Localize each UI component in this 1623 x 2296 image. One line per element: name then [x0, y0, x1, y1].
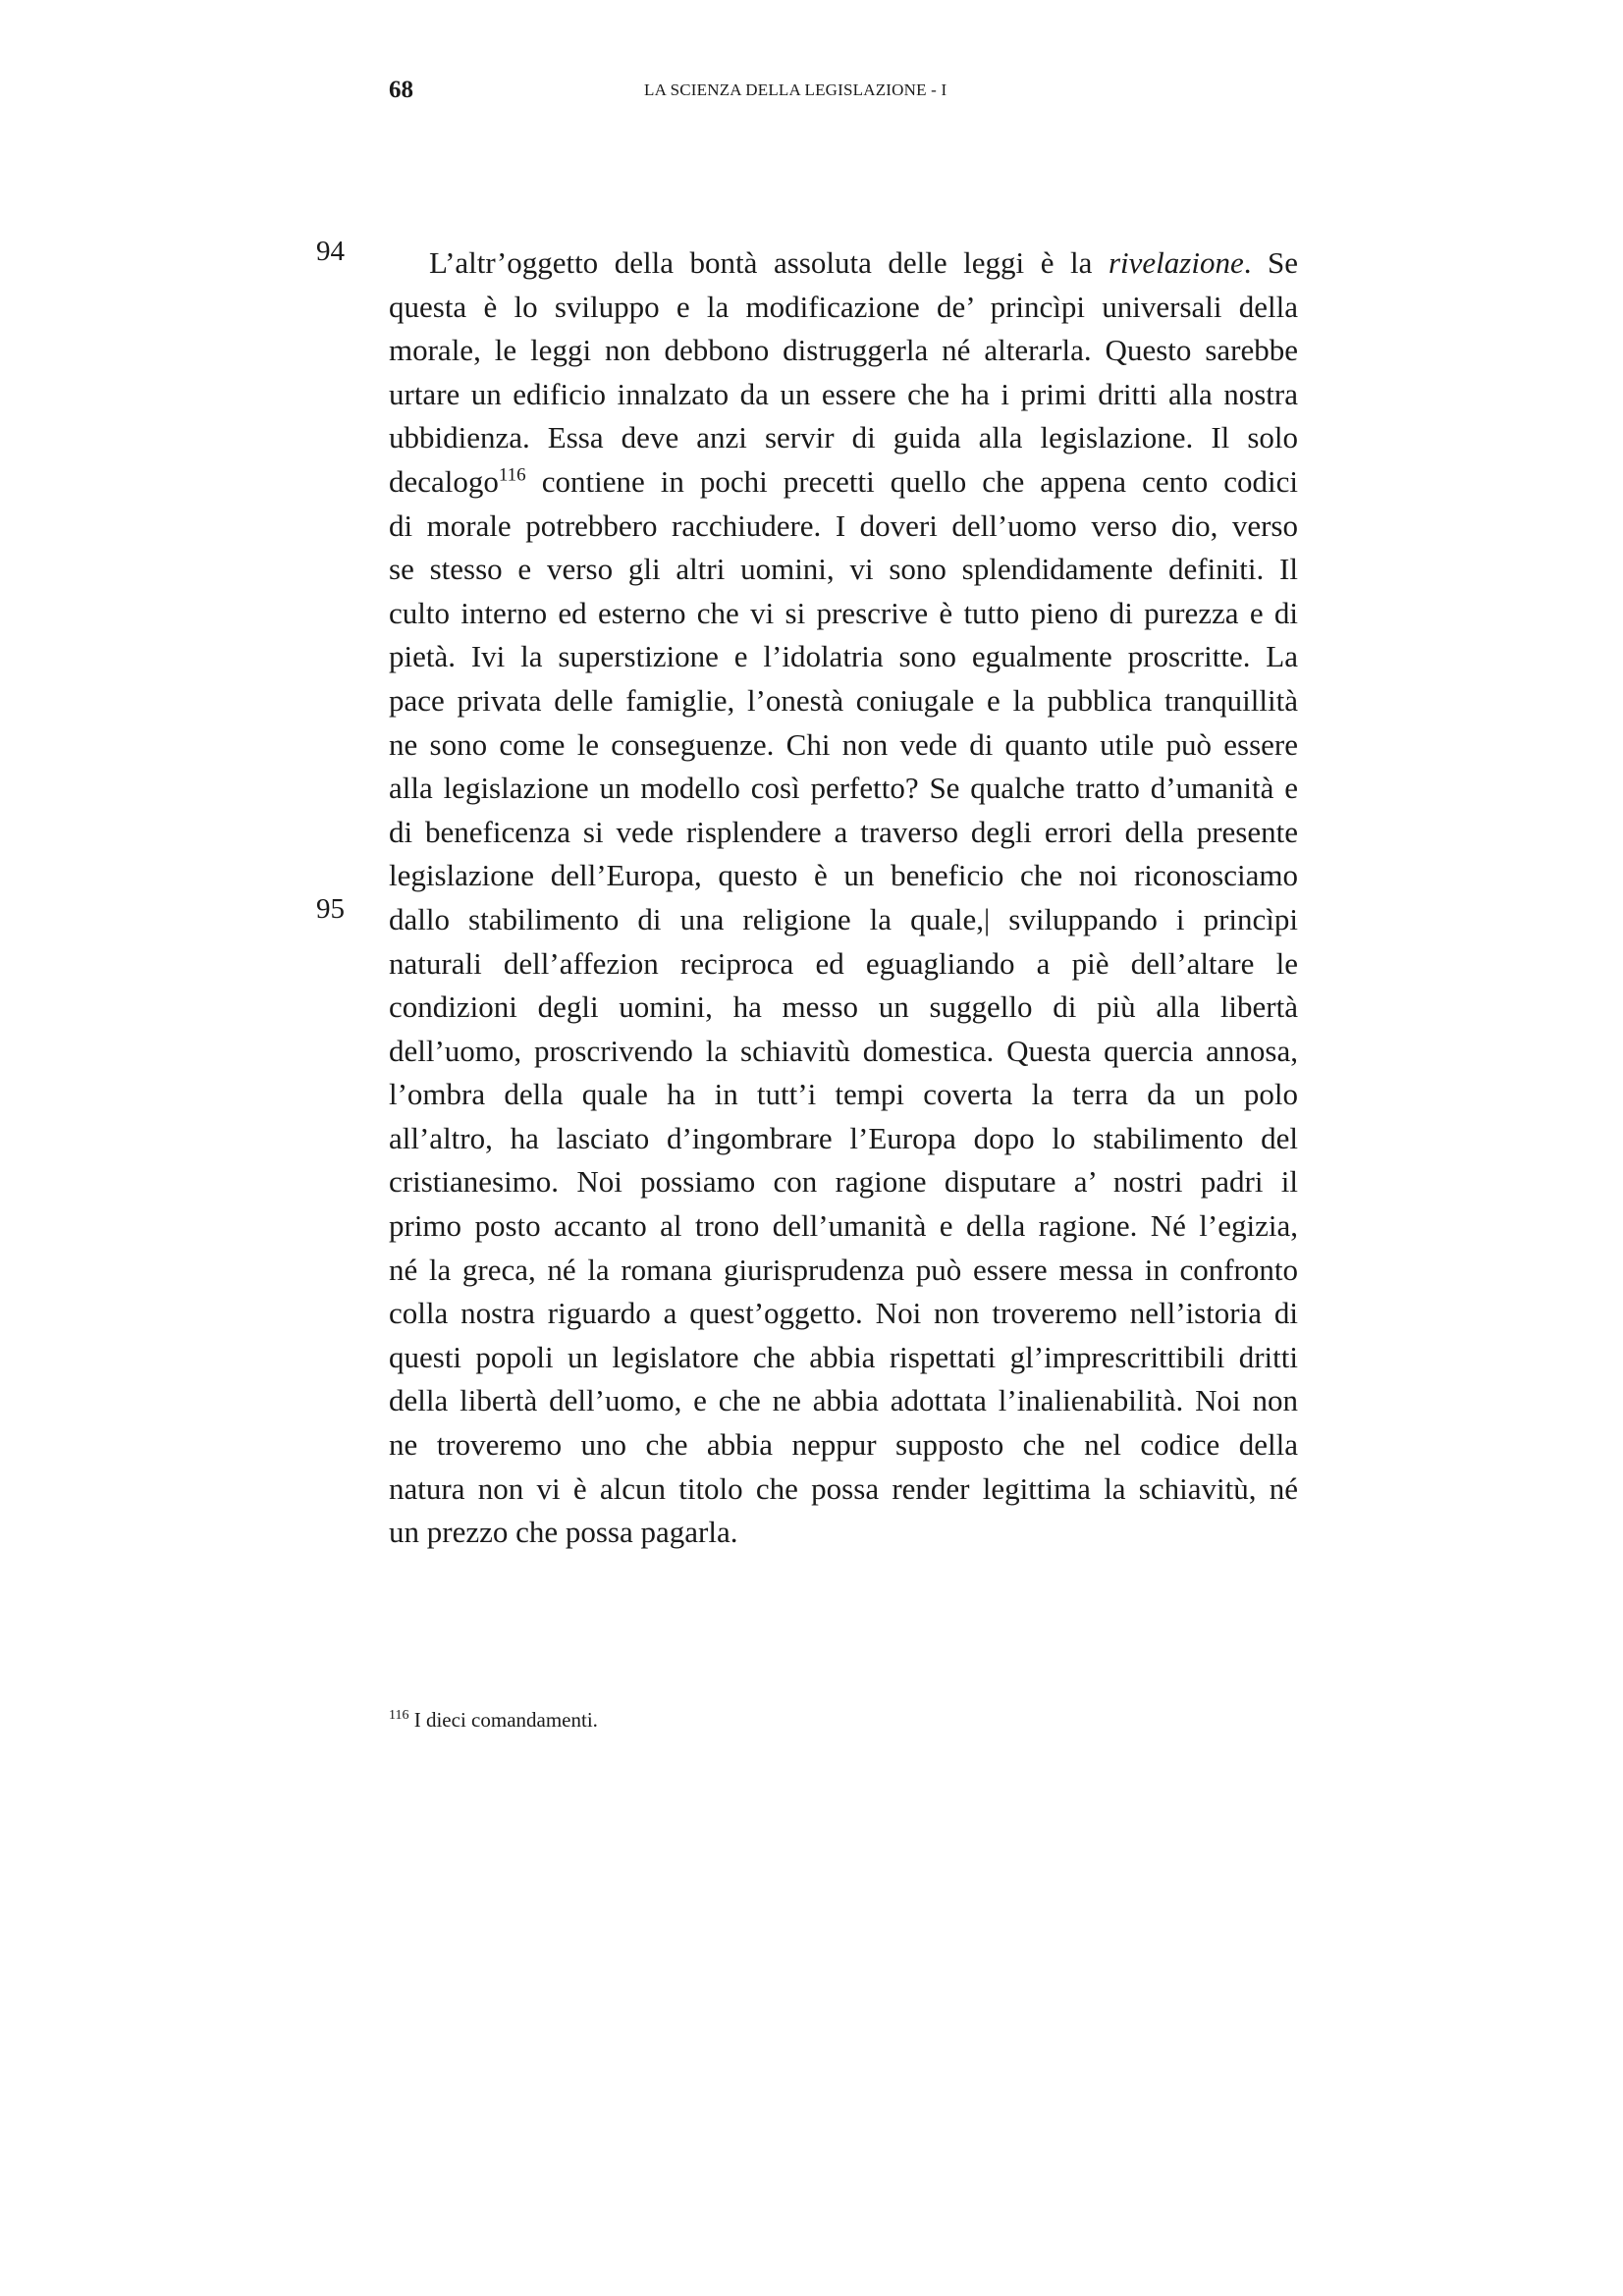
footnote: [389, 1708, 598, 1733]
text-line: un prezzo che possa pagarla.: [389, 1515, 738, 1550]
text-line: questi popoli un legislatore che abbia rispettati gl’imprescrittibili dritti: [389, 1339, 1298, 1374]
text-line: alla legislazione un modello così perfetto? Se qualche tratto d’umanità e: [389, 771, 1298, 806]
footnote-marker: 116: [389, 1708, 409, 1723]
margin-paragraph-number: 94: [316, 236, 345, 267]
page-number: 68: [389, 77, 413, 103]
text-line: di beneficenza si vede risplendere a traverso degli errori della presente: [389, 814, 1298, 849]
text-line: dell’uomo, proscrivendo la schiavitù domestica. Questa quercia annosa,: [389, 1033, 1298, 1068]
body-paragraph: [389, 241, 1298, 1555]
text-line: se stesso e verso gli altri uomini, vi sono splendidamente definiti. Il: [389, 552, 1298, 587]
text-line: decalogo$^{116}$ contiene in pochi precetti quello che appena cento codici: [389, 463, 1298, 499]
text-line: dallo stabilimento di una religione la quale,| sviluppando i princìpi: [389, 901, 1298, 936]
text-line: l’ombra della quale ha in tutt’i tempi coverta la terra da un polo: [389, 1077, 1298, 1112]
text-line: all’altro, ha lasciato d’ingombrare l’Europa dopo lo stabilimento del: [389, 1120, 1298, 1155]
running-title: LA SCIENZA DELLA LEGISLAZIONE - I: [644, 80, 947, 99]
text-line: questa è lo sviluppo e la modificazione de’ princìpi universali della: [389, 289, 1298, 324]
text-line: morale, le leggi non debbono distruggerla né alterarla. Questo sarebbe: [389, 333, 1298, 368]
text-line: pietà. Ivi la superstizione e l’idolatria sono egualmente proscritte. La: [389, 639, 1298, 674]
text-line: L’altr’oggetto della bontà assoluta delle leggi è la rivelazione. Se: [429, 245, 1299, 280]
footnote-reference[interactable]: 116: [498, 464, 526, 486]
text-line: cristianesimo. Noi possiamo con ragione disputare a’ nostri padri il: [389, 1164, 1298, 1200]
text-line: della libertà dell’uomo, e che ne abbia adottata l’inalienabilità. Noi non: [389, 1383, 1298, 1418]
text-line: primo posto accanto al trono dell’umanità e della ragione. Né l’egizia,: [389, 1208, 1298, 1244]
margin-paragraph-number: 95: [316, 893, 345, 925]
text-line: ne troveremo uno che abbia neppur supposto che nel codice della: [389, 1427, 1298, 1463]
text-line: legislazione dell’Europa, questo è un beneficio che noi riconosciamo: [389, 858, 1298, 893]
emphasis-word: rivelazione: [1108, 245, 1244, 280]
text-line: di morale potrebbero racchiudere. I doveri dell’uomo verso dio, verso: [389, 507, 1298, 543]
footnote-text: I dieci comandamenti.: [408, 1708, 598, 1732]
text-line: ubbidienza. Essa deve anzi servir di guida alla legislazione. Il solo: [389, 420, 1298, 455]
text-line: ne sono come le conseguenze. Chi non vede di quanto utile può essere: [389, 726, 1298, 762]
running-head: [389, 77, 1296, 106]
text-line: condizioni degli uomini, ha messo un suggello di più alla libertà: [389, 989, 1298, 1025]
text-line: naturali dell’affezion reciproca ed eguagliando a piè dell’altare le: [389, 945, 1298, 981]
text-line: culto interno ed esterno che vi si prescrive è tutto pieno di purezza e di: [389, 595, 1298, 630]
text-line: urtare un edificio innalzato da un essere che ha i primi dritti alla nostra: [389, 376, 1298, 411]
text-line: natura non vi è alcun titolo che possa render legittima la schiavitù, né: [389, 1470, 1298, 1506]
text-line: pace privata delle famiglie, l’onestà coniugale e la pubblica tranquillità: [389, 682, 1298, 718]
text-line: colla nostra riguardo a quest’oggetto. Noi non troveremo nell’istoria di: [389, 1296, 1298, 1331]
text-line: né la greca, né la romana giurisprudenza può essere messa in confronto: [389, 1252, 1298, 1287]
